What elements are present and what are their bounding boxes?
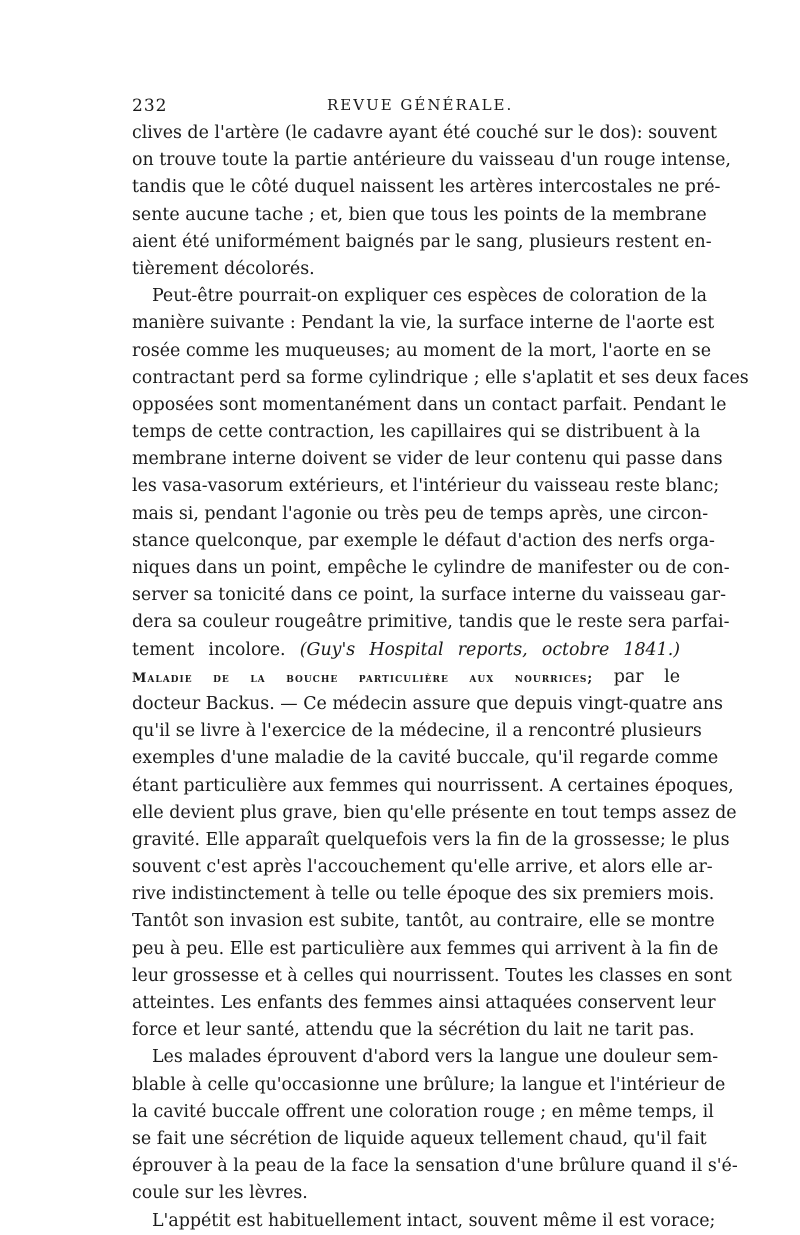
text-line: Tantôt son invasion est subite, tantôt, au contraire, elle se montre	[132, 911, 715, 932]
text-line: server sa tonicité dans ce point, la surface interne du vaisseau gar-	[132, 585, 726, 606]
text-line: les vasa-vasorum extérieurs, et l'intérieur du vaisseau reste blanc;	[132, 476, 720, 497]
text-line: temps de cette contraction, les capillaires qui se distribuent à la	[132, 422, 701, 443]
text-line: mais si, pendant l'agonie ou très peu de temps après, une circon-	[132, 503, 709, 524]
text-line: exemples d'une maladie de la cavité buccale, qu'il regarde comme	[132, 748, 719, 769]
body-text	[132, 120, 749, 1235]
text-line: rosée comme les muqueuses; au moment de la mort, l'aorte en se	[132, 340, 712, 361]
text-line: rive indistinctement à telle ou telle époque des six premiers mois.	[132, 884, 715, 905]
text-line: stance quelconque, par exemple le défaut d'action des nerfs orga-	[132, 530, 715, 551]
text-line: niques dans un point, empêche le cylindre de manifester ou de con-	[132, 558, 730, 578]
text-line: Les malades éprouvent d'abord vers la langue une douleur sem-	[152, 1047, 719, 1068]
text-line: gravité. Elle apparaît quelquefois vers la fin de la grossesse; le plus	[132, 829, 730, 850]
text-fragment: par le	[613, 666, 680, 687]
text-line: la cavité buccale offrent une coloration rouge ; en même temps, il	[132, 1101, 714, 1122]
text-line: force et leur santé, attendu que la sécrétion du lait ne tarit pas.	[132, 1020, 695, 1041]
text-line: éprouver à la peau de la face la sensation d'une brûlure quand il s'é-	[132, 1156, 738, 1177]
book-page	[132, 96, 749, 1235]
text-line: Peut-être pourrait-on expliquer ces espèces de coloration de la	[152, 286, 708, 307]
text-line-with-citation	[132, 637, 680, 664]
text-line: on trouve toute la partie antérieure du vaisseau d'un rouge intense,	[132, 150, 731, 171]
text-line: elle devient plus grave, bien qu'elle présente en tout temps assez de	[132, 802, 737, 823]
text-line: blable à celle qu'occasionne une brûlure; la langue et l'intérieur de	[132, 1074, 726, 1095]
text-line: étant particulière aux femmes qui nourrissent. A certaines époques,	[132, 775, 734, 796]
text-line: se fait une sécrétion de liquide aqueux tellement chaud, qu'il fait	[132, 1128, 707, 1149]
text-line: atteintes. Les enfants des femmes ainsi attaquées conservent leur	[132, 993, 716, 1013]
running-head	[132, 96, 680, 120]
text-line: aient été uniformément baignés par le sang, plusieurs restent en-	[132, 231, 712, 252]
text-line: peu à peu. Elle est particulière aux femmes qui arrivent à la fin de	[132, 938, 719, 959]
text-line: coule sur les lèvres.	[132, 1183, 308, 1204]
section-heading-line	[132, 664, 680, 691]
text-line: opposées sont momentanément dans un contact parfait. Pendant le	[132, 394, 727, 415]
text-line: sente aucune tache ; et, bien que tous les points de la membrane	[132, 204, 707, 225]
running-title: REVUE GÉNÉRALE.	[327, 96, 514, 114]
text-line: qu'il se livre à l'exercice de la médecine, il a rencontré plusieurs	[132, 721, 702, 742]
text-line: tièrement décolorés.	[132, 258, 315, 279]
text-line: clives de l'artère (le cadavre ayant été couché sur le dos): souvent	[132, 123, 718, 143]
citation: (Guy's Hospital reports, octobre 1841.)	[299, 639, 681, 660]
text-line: docteur Backus. — Ce médecin assure que depuis vingt-quatre ans	[132, 693, 723, 714]
text-line: L'appétit est habituellement intact, souvent même il est vorace;	[152, 1210, 716, 1231]
text-line: manière suivante : Pendant la vie, la surface interne de l'aorte est	[132, 313, 715, 334]
text-line: tandis que le côté duquel naissent les artères intercostales ne pré-	[132, 177, 721, 198]
text-line: leur grossesse et à celles qui nourrissent. Toutes les classes en sont	[132, 965, 732, 986]
text-fragment: tement incolore.	[132, 639, 286, 660]
text-line: membrane interne doivent se vider de leur contenu qui passe dans	[132, 449, 723, 470]
text-line: souvent c'est après l'accouchement qu'elle arrive, et alors elle ar-	[132, 857, 713, 878]
text-line: dera sa couleur rougeâtre primitive, tandis que le reste sera parfai-	[132, 612, 730, 633]
text-line: contractant perd sa forme cylindrique ; elle s'aplatit et ses deux faces	[132, 367, 749, 388]
page-number: 232	[132, 96, 168, 116]
section-heading: Maladie de la bouche particulière aux nourrices;	[132, 670, 594, 686]
